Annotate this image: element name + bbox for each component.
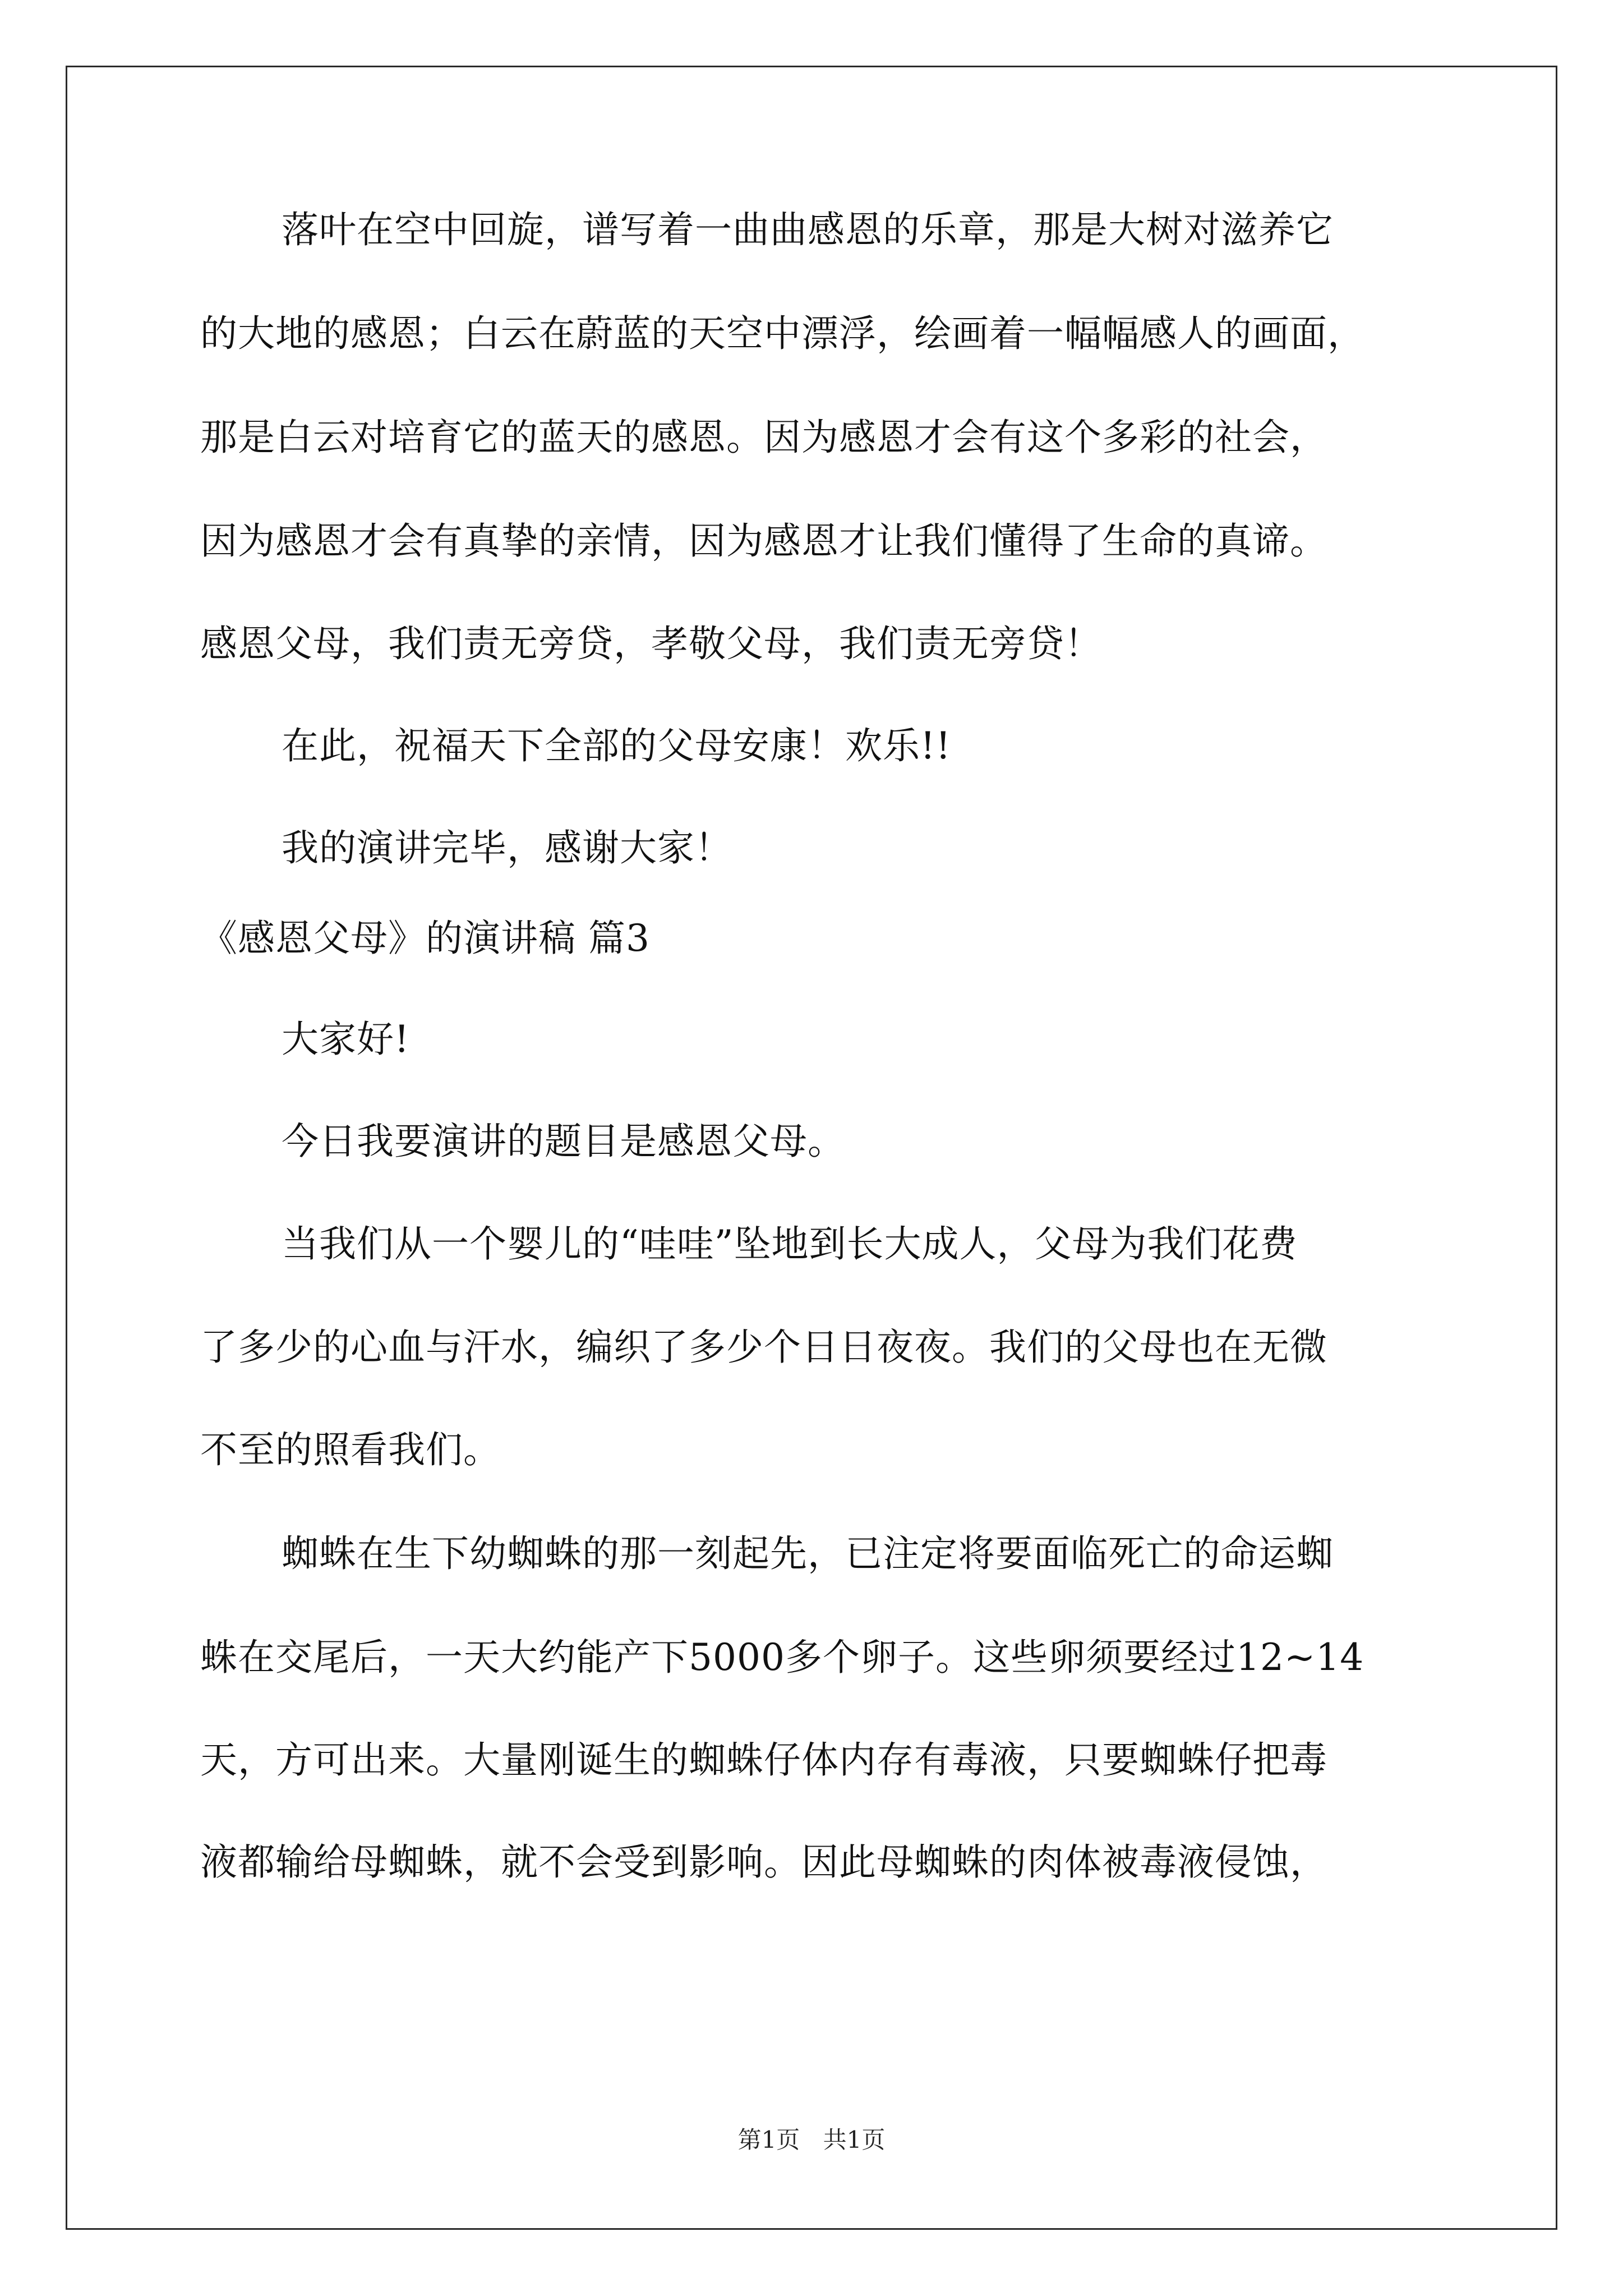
section-heading: 《感恩父母》的演讲稿 篇3: [200, 917, 650, 960]
paragraph-line: 不至的照看我们。: [200, 1428, 501, 1471]
paragraph-line: 蛛在交尾后，一天大约能产下5000多个卵子。这些卵须要经过12~14: [200, 1636, 1364, 1679]
paragraph-line: 感恩父母，我们责无旁贷，孝敬父母，我们责无旁贷！: [200, 622, 1102, 665]
paragraph-line: 天，方可出来。大量刚诞生的蜘蛛仔体内存有毒液，只要蜘蛛仔把毒: [200, 1738, 1327, 1782]
page-footer: [0, 2126, 1623, 2154]
paragraph-line: 蜘蛛在生下幼蜘蛛的那一刻起先，已注定将要面临死亡的命运蜘: [282, 1532, 1334, 1575]
paragraph-line: 液都输给母蜘蛛，就不会受到影响。因此母蜘蛛的肉体被毒液侵蚀，: [200, 1841, 1327, 1884]
paragraph-line: 我的演讲完毕，感谢大家！: [282, 826, 732, 869]
paragraph-line: 那是白云对培育它的蓝天的感恩。因为感恩才会有这个多彩的社会，: [200, 416, 1327, 459]
paragraph-line: 了多少的心血与汗水，编织了多少个日日夜夜。我们的父母也在无微: [200, 1326, 1327, 1369]
paragraph-line: 的大地的感恩；白云在蔚蓝的天空中漂浮，绘画着一幅幅感人的画面，: [200, 312, 1365, 355]
paragraph-line: 今日我要演讲的题目是感恩父母。: [282, 1120, 845, 1163]
paragraph-line: 在此，祝福天下全部的父母安康！欢乐!!: [282, 724, 952, 767]
page-total: 共1页: [823, 2126, 886, 2154]
paragraph-line: 落叶在空中回旋，谱写着一曲曲感恩的乐章，那是大树对滋养它: [282, 208, 1334, 251]
paragraph-line: 当我们从一个婴儿的“哇哇”坠地到长大成人，父母为我们花费: [282, 1222, 1298, 1266]
paragraph-line: 大家好!: [282, 1018, 410, 1061]
paragraph-line: 因为感恩才会有真挚的亲情，因为感恩才让我们懂得了生命的真谛。: [200, 519, 1327, 563]
page-number: 第1页: [737, 2126, 800, 2154]
